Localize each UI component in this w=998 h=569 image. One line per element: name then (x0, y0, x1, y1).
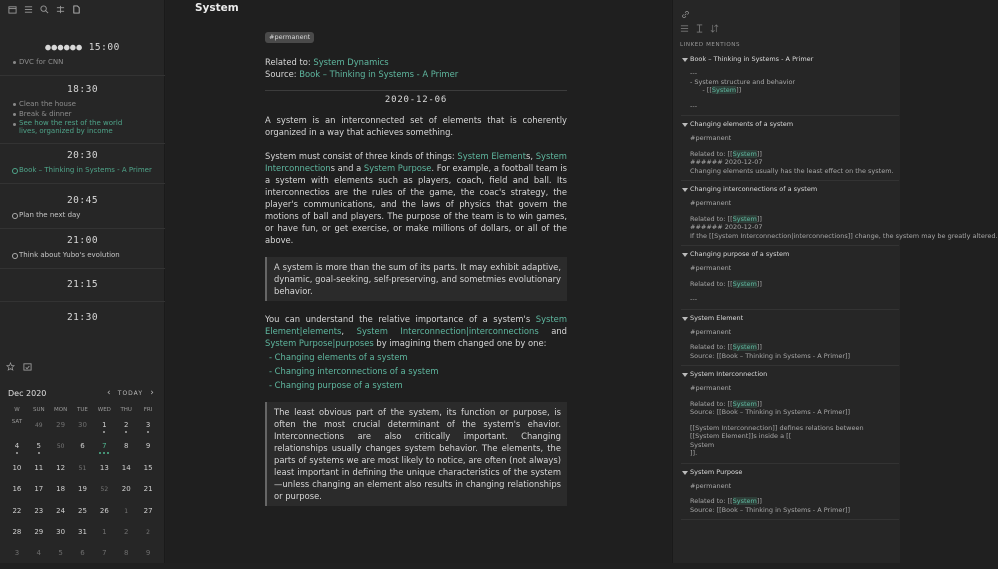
timeline-time: 21:15 (66, 279, 99, 290)
calendar-weekday: MON (54, 407, 68, 413)
left-bottom-toolbar (6, 362, 32, 371)
timeline-time: 21:00 (66, 235, 99, 246)
timeline-item[interactable]: Plan the next day (0, 211, 165, 220)
paragraph: A system is an interconnected set of elements that is coherently organized in a way that achieves something. (265, 115, 567, 137)
page-title[interactable]: System (195, 2, 239, 14)
mention-line: Related to: [[System]] (690, 149, 762, 158)
timeline-item[interactable]: Book – Thinking in Systems - A Primer (0, 166, 165, 175)
mention-body[interactable] (681, 69, 899, 110)
mention-line: Related to: [[System]] (690, 214, 762, 223)
mention-line: System (690, 440, 715, 449)
mention-line: --- (690, 101, 698, 110)
calendar-next-button[interactable]: › (150, 388, 154, 398)
calendar-day[interactable]: 30 (78, 421, 87, 429)
mention-line: - System structure and behavior (690, 77, 796, 86)
file-icon[interactable] (72, 5, 81, 14)
calendar-day[interactable]: 23 (34, 506, 44, 515)
mention-line: ]]. (690, 449, 698, 457)
note-content[interactable] (265, 30, 567, 506)
mention-title[interactable]: System Purpose (681, 468, 899, 477)
mention-body[interactable] (681, 482, 899, 515)
calendar-day[interactable]: 9 (145, 442, 151, 451)
mention-line: Related to: [[System]] (690, 399, 762, 408)
left-toolbar (0, 0, 164, 18)
star-icon[interactable] (6, 362, 15, 371)
mention-title[interactable]: Book – Thinking in Systems - A Primer (681, 55, 899, 64)
calendar-day[interactable]: 20 (121, 485, 131, 494)
backlinks-pane (672, 0, 998, 563)
mention-group (681, 55, 899, 116)
divider (265, 90, 567, 91)
calendar-day[interactable]: 2 (115, 419, 137, 440)
timeline-item[interactable]: DVC for CNN (0, 58, 165, 67)
calendar-week-number[interactable]: 50 (56, 443, 65, 451)
system-purpose-link[interactable]: System Purpose|purposes (265, 338, 374, 348)
calendar-day[interactable]: 15 (143, 463, 153, 472)
mention-body[interactable] (681, 264, 899, 304)
paragraph: System must consist of three kinds of things: System Elements, System Interconnections and a System Purpose. For example, a football team is a system with elements such as players, coach, field and ball. Its interconnectios are the rules of the game, the coac's strategy, the player's communications, and the laws of physics that govern the motions of ball and players. The purpose of the team is to win games, or have fun, or get exercise, or make millions of dollars, or all of the above. (265, 151, 567, 245)
calendar-day[interactable]: 3 (137, 419, 159, 440)
mention-group (681, 468, 899, 521)
mention-highlight[interactable]: System (732, 214, 757, 223)
mention-line: Related to: [[System]] (690, 497, 762, 505)
timeline-item[interactable]: Clean the house (0, 100, 165, 109)
timeline-block (0, 228, 165, 268)
list-icon[interactable] (24, 5, 33, 14)
calendar-day[interactable]: 5 (28, 440, 50, 461)
calendar-day[interactable]: 12 (56, 463, 66, 472)
mention-highlight[interactable]: System (732, 149, 757, 158)
timeline-time: 21:30 (66, 312, 99, 323)
mention-line: #permanent (690, 384, 732, 392)
timeline-item[interactable]: Break & dinner (0, 110, 165, 119)
calendar-day[interactable]: 13 (99, 463, 109, 472)
day-planner-timeline (0, 36, 165, 336)
calendar-day[interactable]: 6 (80, 549, 85, 558)
calendar-week-number[interactable]: 2 (146, 528, 150, 536)
system-element-link[interactable]: System Element (457, 151, 527, 161)
backlinks-toolbar (680, 24, 719, 33)
calendar-note-dot (38, 452, 40, 454)
mention-group (681, 370, 899, 464)
calendar-note-dot (103, 431, 105, 433)
calendar-day[interactable]: 7 (102, 549, 107, 558)
related-line: Related to: System Dynamics (265, 57, 389, 67)
calendar-week-number[interactable]: 51 (78, 464, 87, 472)
blockquote: A system is more than the sum of its parts. It may exhibit adaptive, dynamic, goal-seeking, self-preserving, and sometmies evolutionary behavior. (265, 257, 567, 301)
mention-line: If the [[System Interconnection|interconnections]] change, the system may be greatly altered. (690, 231, 998, 240)
calendar-week-number[interactable]: 1 (124, 507, 129, 515)
mention-line: Source: [[Book – Thinking in Systems - A Primer]] (690, 351, 851, 360)
mention-title[interactable]: Changing elements of a system (681, 120, 899, 129)
mention-highlight[interactable]: System (732, 279, 757, 288)
calendar-day[interactable]: 26 (99, 506, 109, 515)
system-purpose-link[interactable]: System Purpose (363, 163, 432, 173)
source-line: Source: Book – Thinking in Systems - A Primer (265, 69, 459, 79)
mention-line: #permanent (690, 481, 732, 490)
timeline-time: 18:30 (66, 84, 99, 95)
grid-icon[interactable] (56, 5, 65, 14)
calendar-day[interactable]: 4 (6, 440, 28, 461)
calendar-note-dot (16, 452, 18, 454)
calendar-day[interactable]: 5 (58, 549, 63, 558)
mention-group (681, 185, 998, 246)
mention-spacer (690, 336, 899, 343)
calendar-grid (0, 407, 165, 569)
mention-highlight[interactable]: System (732, 497, 757, 505)
paragraph: You can understand the relative importance of a system's System Element|elements, System Interconnection|interconnections and System Purpose|purposes by imagining them changed one by one: (265, 314, 567, 348)
mention-highlight[interactable]: System (711, 86, 737, 94)
list-item[interactable]: - Changing elements of a system (269, 352, 408, 362)
calendar-day[interactable]: 11 (34, 463, 44, 472)
mention-title[interactable]: Changing purpose of a system (681, 250, 899, 259)
mention-group (681, 314, 899, 367)
mention-line: ###### 2020-12-07 (690, 223, 763, 231)
calendar-day[interactable]: 14 (121, 463, 131, 472)
timeline-time: ●●●●●● 15:00 (45, 42, 120, 53)
mention-title[interactable]: Changing interconnections of a system (681, 185, 899, 194)
mention-highlight[interactable]: System (732, 399, 757, 408)
calendar (0, 386, 165, 569)
list-item[interactable]: - Changing interconnections of a system (269, 366, 439, 376)
system-interconnection-link[interactable]: System Interconnection (265, 151, 567, 173)
calendar-header (0, 386, 165, 400)
mention-line: ###### 2020-12-07 (690, 158, 763, 166)
calendar-day[interactable]: 7 (93, 440, 115, 461)
calendar-day[interactable]: 30 (56, 527, 66, 536)
mention-line: #permanent (690, 134, 732, 142)
calendar-note-dots (99, 452, 109, 454)
linked-mentions-header: LINKED MENTIONS (680, 42, 741, 48)
editor-pane (166, 0, 671, 563)
timeline-block (0, 75, 165, 143)
calendar-note-dot (125, 431, 127, 433)
mention-body[interactable] (681, 134, 899, 175)
mention-line: Related to: [[System]] (690, 279, 762, 288)
mention-spacer (690, 490, 899, 497)
mention-line: --- (690, 69, 698, 77)
timeline-block (0, 268, 165, 301)
calendar-weekday: TUE (77, 407, 88, 413)
calendar-day[interactable]: 6 (80, 442, 85, 451)
mention-line: Related to: [[System]] (690, 343, 762, 351)
mention-spacer (690, 95, 899, 102)
calendar-weekday: SUN (32, 407, 45, 413)
mention-spacer (690, 143, 899, 150)
calendar-week-number[interactable]: 49 (34, 422, 43, 429)
calendar-day[interactable]: 8 (123, 549, 129, 558)
linked-mentions-list (681, 55, 998, 524)
calendar-day[interactable]: 1 (93, 419, 115, 440)
calendar-day[interactable]: 24 (56, 506, 66, 515)
mention-body[interactable] (681, 384, 899, 458)
mention-title[interactable]: System Element (681, 314, 899, 323)
mention-spacer (690, 393, 899, 400)
calendar-weekday: THU (120, 407, 132, 413)
mention-spacer (690, 273, 899, 280)
calendar-day[interactable]: 27 (143, 506, 153, 515)
calendar-day[interactable]: 2 (123, 527, 129, 536)
mention-group (681, 250, 899, 310)
calendar-day[interactable]: 21 (143, 485, 153, 494)
mention-line: --- (690, 295, 698, 303)
calendar-prev-button[interactable]: ‹ (106, 388, 111, 398)
system-interconnection-link[interactable]: System Interconnection|interconnections (356, 326, 539, 336)
calendar-day[interactable]: 3 (14, 549, 20, 558)
source-link[interactable]: Book – Thinking in Systems - A Primer (299, 69, 459, 79)
timeline-block (0, 143, 165, 183)
permanent-tag[interactable]: #permanent (265, 32, 314, 43)
mention-body[interactable] (681, 328, 899, 361)
collapse-icon[interactable] (680, 24, 689, 33)
timeline-time: 20:30 (66, 150, 99, 161)
calendar-day[interactable]: 31 (78, 527, 87, 536)
mention-highlight[interactable]: System (732, 343, 757, 351)
calendar-day[interactable]: 29 (56, 421, 66, 429)
note-date: 2020-12-06 (384, 95, 448, 105)
calendar-icon[interactable] (8, 5, 17, 14)
sort-icon[interactable] (710, 24, 719, 33)
timeline-block (0, 36, 165, 75)
system-element-link[interactable]: System Element|elements (265, 314, 567, 336)
timeline-block (0, 301, 165, 336)
calendar-month: Dec 2020 (8, 388, 47, 398)
timeline-item[interactable]: Think about Yubo's evolution (0, 251, 165, 260)
timeline-time: 20:45 (66, 195, 99, 206)
calendar-day[interactable]: 19 (78, 485, 87, 494)
calendar-day[interactable]: 25 (78, 506, 87, 515)
mention-line: [[System Element]]s inside a [[ (690, 432, 792, 440)
calendar-week-number[interactable]: 52 (100, 486, 109, 494)
link-icon[interactable] (681, 10, 690, 19)
calendar-day[interactable]: 18 (56, 485, 66, 494)
calendar-day[interactable]: 10 (12, 463, 22, 472)
mention-spacer (690, 288, 899, 295)
mention-spacer (690, 208, 899, 215)
calendar-day[interactable]: 28 (12, 527, 22, 536)
calendar-weekday: SAT (11, 419, 23, 425)
calendar-day[interactable]: 17 (34, 485, 44, 494)
calendar-note-dot (147, 431, 149, 433)
mention-spacer (690, 417, 899, 424)
timeline-block (0, 183, 165, 228)
related-link[interactable]: System Dynamics (313, 57, 389, 67)
calendar-day[interactable]: 1 (102, 527, 107, 536)
mention-line: #permanent (690, 327, 732, 336)
mention-line: #permanent (690, 264, 732, 272)
right-toolbar (681, 4, 690, 23)
search-icon[interactable] (40, 5, 49, 14)
list-item[interactable]: - Changing purpose of a system (269, 380, 403, 390)
calendar-day[interactable]: 22 (12, 506, 22, 515)
mention-group (681, 120, 899, 181)
calendar-weekday: W (14, 407, 20, 413)
calendar-day[interactable]: 9 (145, 549, 151, 558)
mention-line: - [[System]] (690, 86, 742, 94)
mention-line: [[System Interconnection]] defines relations between (690, 423, 864, 432)
calendar-check-icon[interactable] (23, 362, 32, 371)
calendar-day[interactable]: 8 (123, 442, 129, 451)
timeline-item[interactable]: See how the rest of the world lives, organized by income (0, 120, 130, 135)
mention-title[interactable]: System Interconnection (681, 370, 899, 379)
calendar-weekday: FRI (143, 407, 153, 413)
mention-line: Source: [[Book – Thinking in Systems - A Primer]] (690, 505, 851, 514)
blockquote: The least obvious part of the system, its function or purpose, is often the most crucial determinant of the system's ehavior. Interconnections are also critically important. Changing relationships usually changes system behavior. The elements, the parts of systems we are most likely to notice, are often (not always) least important in defining the unique characteristics of the system—unless changing an element also results in changing relationships or purpose. (265, 402, 567, 506)
left-sidebar (0, 0, 165, 563)
calendar-day[interactable]: 4 (36, 549, 41, 558)
calendar-weekday: WED (97, 407, 111, 413)
mention-body[interactable] (681, 199, 998, 240)
mention-line: Changing elements usually has the least effect on the system. (690, 166, 894, 175)
mention-line: Source: [[Book – Thinking in Systems - A Primer]] (690, 408, 851, 416)
mention-line: #permanent (690, 199, 732, 207)
expand-icon[interactable] (695, 24, 704, 33)
calendar-day[interactable]: 16 (12, 485, 22, 494)
calendar-today-button[interactable]: TODAY (117, 389, 143, 397)
calendar-day[interactable]: 29 (34, 527, 44, 536)
